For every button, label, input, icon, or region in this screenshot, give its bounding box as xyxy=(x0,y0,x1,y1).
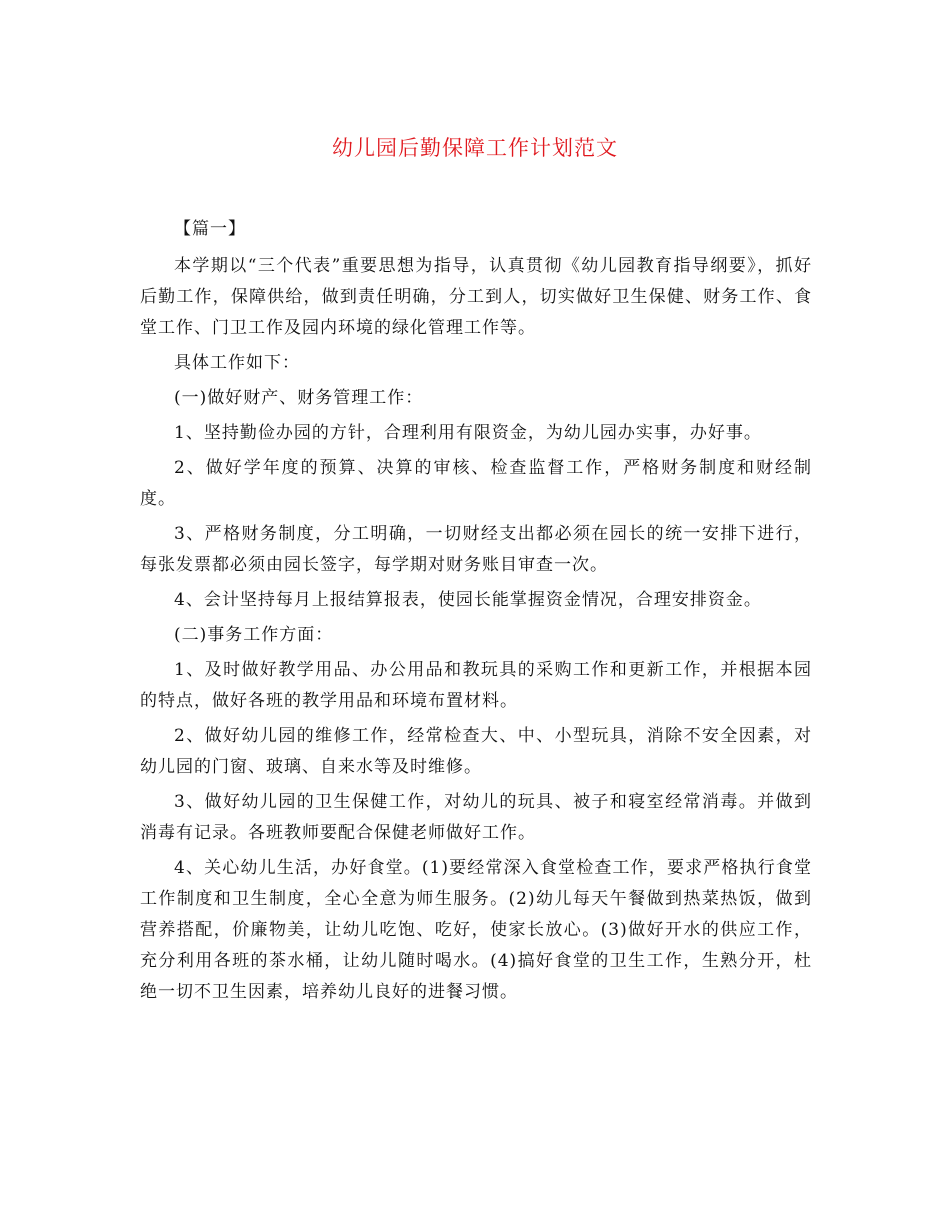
list-item: 3、严格财务制度，分工明确，一切财经支出都必须在园长的统一安排下进行，每张发票都必须由园长签字，每学期对财务账目审查一次。 xyxy=(140,524,812,575)
document-body xyxy=(140,214,812,1012)
document-title: 幼儿园后勤保障工作计划范文 xyxy=(332,136,618,160)
list-item: 2、做好幼儿园的维修工作，经常检查大、中、小型玩具，消除不安全因素，对幼儿园的门窗、玻璃、自来水等及时维修。 xyxy=(140,726,812,777)
list-item: 4、会计坚持每月上报结算报表，使园长能掌握资金情况，合理安排资金。 xyxy=(174,590,762,610)
subsection-heading-finance: (一)做好财产、财务管理工作： xyxy=(174,388,424,408)
list-item: 3、做好幼儿园的卫生保健工作，对幼儿的玩具、被子和寝室经常消毒。并做到消毒有记录。各班教师要配合保健老师做好工作。 xyxy=(140,792,812,843)
list-item: 4、关心幼儿生活，办好食堂。(1)要经常深入食堂检查工作，要求严格执行食堂工作制度和卫生制度，全心全意为师生服务。(2)幼儿每天午餐做到热菜热饭，做到营养搭配，价廉物美，让幼儿吃饱、吃好，使家长放心。(3)做好开水的供应工作，充分利用各班的茶水桶，让幼儿随时喝水。(4)搞好食堂的卫生工作，生熟分开，杜绝一切不卫生因素，培养幼儿良好的进餐习惯。 xyxy=(140,858,812,1002)
paragraph-lead: 具体工作如下： xyxy=(174,353,300,373)
list-item: 1、及时做好教学用品、办公用品和教玩具的采购工作和更新工作，并根据本园的特点，做好各班的教学用品和环境布置材料。 xyxy=(140,660,812,711)
list-item: 1、坚持勤俭办园的方针，合理利用有限资金，为幼儿园办实事，办好事。 xyxy=(174,423,762,443)
paragraph-intro: 本学期以“三个代表”重要思想为指导，认真贯彻《幼儿园教育指导纲要》，抓好后勤工作，保障供给，做到责任明确，分工到人，切实做好卫生保健、财务工作、食堂工作、门卫工作及园内环境的绿化管理工作等。 xyxy=(140,256,812,338)
list-item: 2、做好学年度的预算、决算的审核、检查监督工作，严格财务制度和财经制度。 xyxy=(140,458,812,509)
subsection-heading-affairs: (二)事务工作方面： xyxy=(174,625,334,645)
section-heading: 【篇一】 xyxy=(174,219,246,239)
